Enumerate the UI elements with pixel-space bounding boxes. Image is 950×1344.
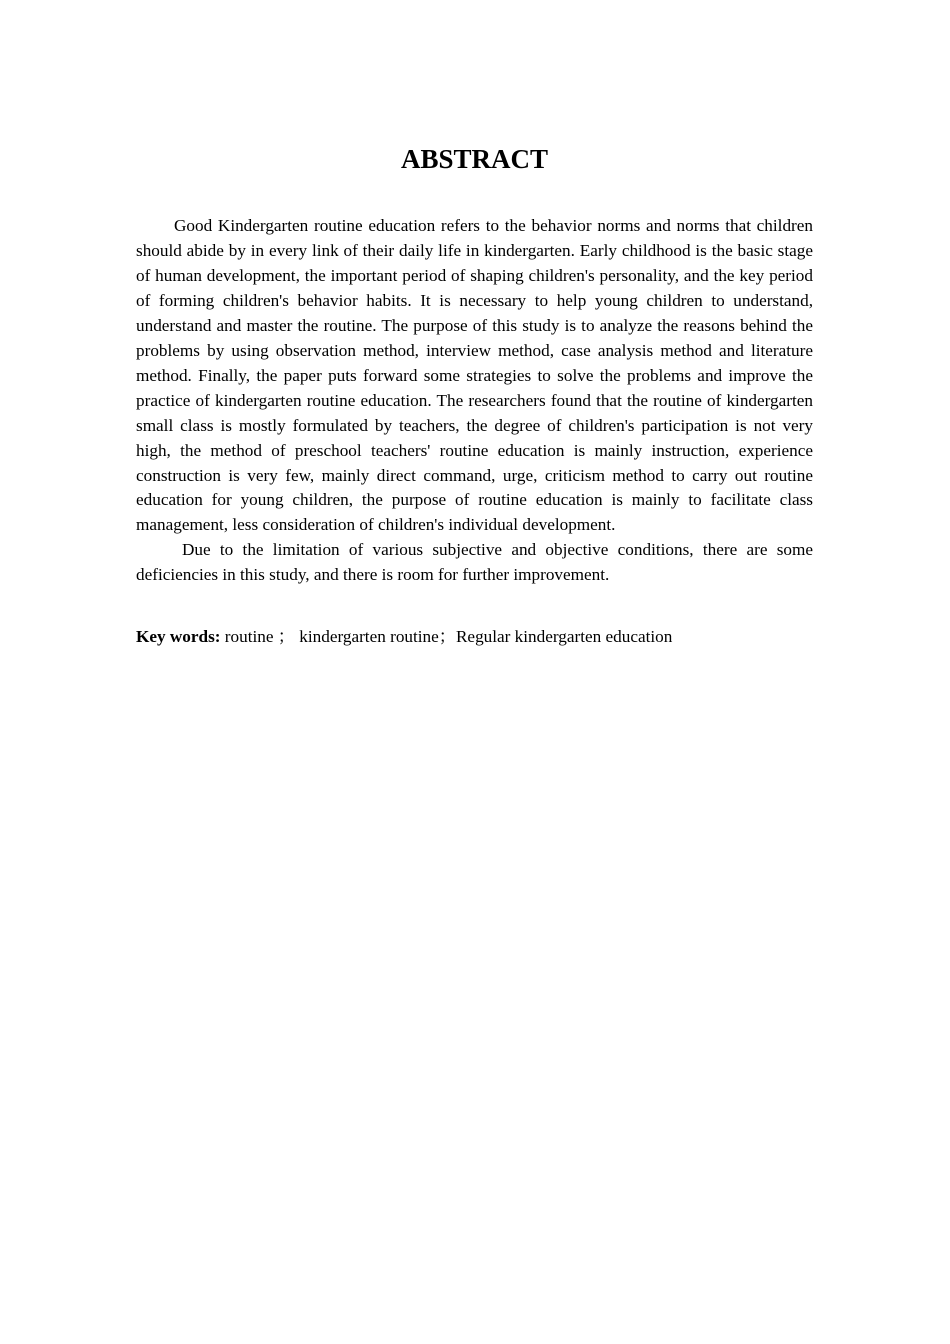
page-title: ABSTRACT — [400, 144, 549, 174]
keywords-line — [136, 625, 813, 649]
abstract-paragraph-2: Due to the limitation of various subjective and objective conditions, there are some deficiencies in this study, and there is room for further improvement. — [136, 540, 813, 585]
keywords-value: routine ； kindergarten routine；Regular kindergarten education — [220, 627, 673, 647]
abstract-page — [136, 140, 813, 649]
keywords-label: Key words: — [136, 627, 221, 647]
abstract-paragraph-1: Good Kindergarten routine education refers to the behavior norms and norms that children should abide by in every link of their daily life in kindergarten. Early childhood is the basic stage of human development, the important period of shaping children's personality, and the key period of forming children's behavior habits. It is necessary to help young children to understand, understand and master the routine. The purpose of this study is to analyze the reasons behind the problems by using observation method, interview method, case analysis method and literature method. Finally, the paper puts forward some strategies to solve the problems and improve the practice of kindergarten routine education. The researchers found that the routine of kindergarten small class is mostly formulated by teachers, the degree of children's participation is not very high, the method of preschool teachers' routine education is mainly instruction, experience construction is very few, mainly direct command, urge, criticism method to carry out routine education for young children, the purpose of routine education is mainly to facilitate class management, less consideration of children's individual development. — [136, 216, 813, 535]
